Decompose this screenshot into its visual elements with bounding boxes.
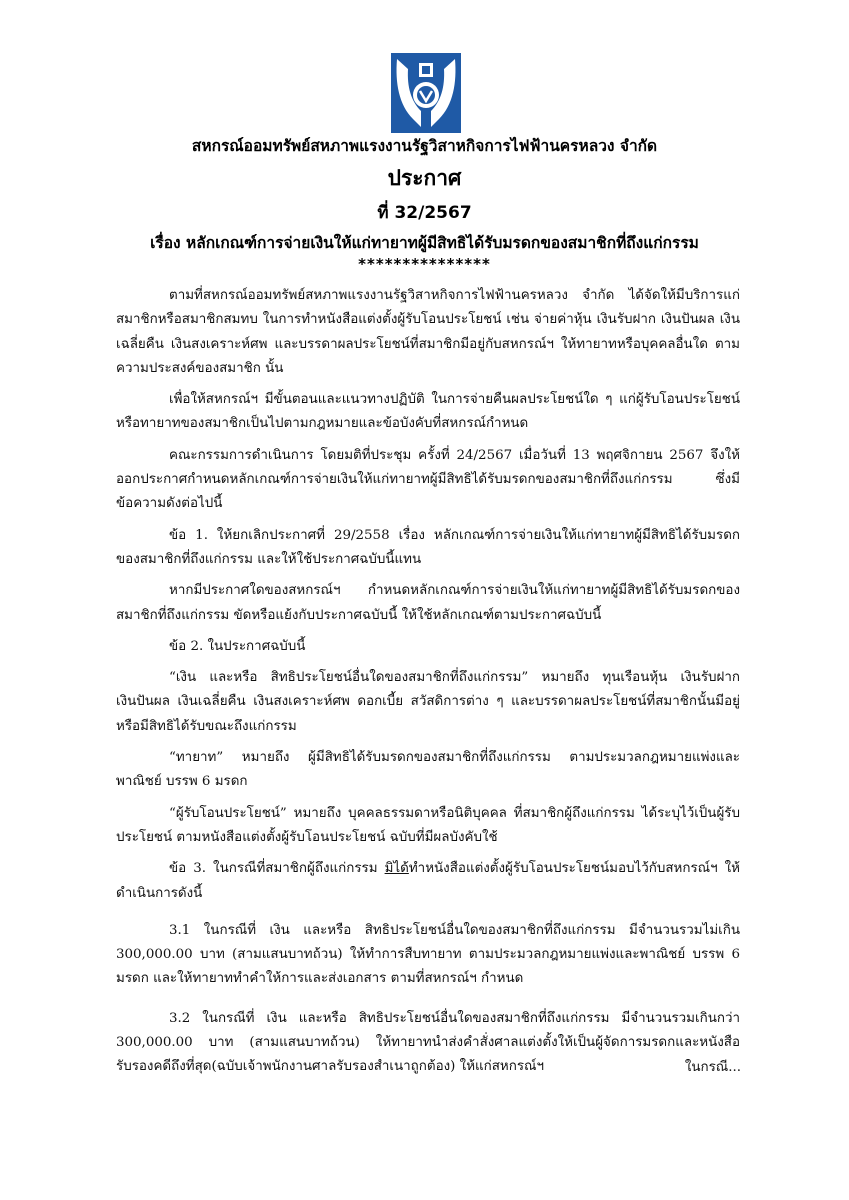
cooperative-logo [391,53,461,133]
clause-3-underlined: มิได้ [384,861,409,877]
document-body [116,284,740,1095]
resolution-paragraph: คณะกรรมการดำเนินการ โดยมติที่ประชุม ครั้งที่ 24/2567 เมื่อวันที่ 13 พฤศจิกายน 2567 จึงให้ออกประกาศกำหนดหลักเกณฑ์การจ่ายเงินให้แก่ทายาทผู้มีสิทธิได้รับมรดกของสมาชิกที่ถึงแก่กรรม ซึ่งมีข้อความดังต่อไปนี้ [116,447,740,512]
intro-paragraph: ตามที่สหกรณ์ออมทรัพย์สหภาพแรงงานรัฐวิสาหกิจการไฟฟ้านครหลวง จำกัด ได้จัดให้มีบริการแก่สมาชิกหรือสมาชิกสมทบ ในการทำหนังสือแต่งตั้งผู้รับโอนประโยชน์ เช่น จ่ายค่าหุ้น เงินรับฝาก เงินปันผล เงินเฉลี่ยคืน เงินสงเคราะห์ศพ และบรรดาผลประโยชน์ที่สมาชิกมีอยู่กับสหกรณ์ฯ ให้ทายาทหรือบุคคลอื่นใด ตามความประสงค์ของสมาชิก นั้น [116,288,740,376]
clause-3 [116,857,740,906]
separator-stars: *************** [358,255,491,273]
announcement-subject: เรื่อง หลักเกณฑ์การจ่ายเงินให้แก่ทายาทผู้มีสิทธิได้รับมรดกของสมาชิกที่ถึงแก่กรรม [150,234,699,252]
clause-3-pre: ข้อ 3. ในกรณีที่สมาชิกผู้ถึงแก่กรรม [169,861,385,877]
continued-marker: ในกรณี... [684,1060,741,1075]
clause-3-post: ทำหนังสือแต่งตั้งผู้รับโอนประโยชน์มอบไว้กับสหกรณ์ฯ ให้ดำเนินการดังนี้ [116,861,741,901]
clause-3-2: 3.2 ในกรณีที่ เงิน และหรือ สิทธิประโยชน์อื่นใดของสมาชิกที่ถึงแก่กรรม มีจำนวนรวมเกินกว่า 300,000.00 บาท (สามแสนบาทถ้วน) ให้ทายาทนำส่งคำสั่งศาลแต่งตั้งให้เป็นผู้จัดการมรดกและหนังสือรับรองคดีถึงที่สุด(ฉบับเจ้าพนักงานศาลรับรองสำเนาถูกต้อง) ให้แก่สหกรณ์ฯ [116,1010,740,1075]
purpose-paragraph: เพื่อให้สหกรณ์ฯ มีขั้นตอนและแนวทางปฏิบัติ ในการจ่ายคืนผลประโยชน์ใด ๆ แก่ผู้รับโอนประโยชน์ หรือทายาทของสมาชิกเป็นไปตามกฎหมายและข้อบังคับที่สหกรณ์กำหนด [116,392,740,432]
clause-1: ข้อ 1. ให้ยกเลิกประกาศที่ 29/2558 เรื่อง หลักเกณฑ์การจ่ายเงินให้แก่ทายาทผู้มีสิทธิได้รับมรดกของสมาชิกที่ถึงแก่กรรม และให้ใช้ประกาศฉบับนี้แทน [116,527,740,567]
logo-emblem-icon [391,53,461,133]
definition-heir: “ทายาท” หมายถึง ผู้มีสิทธิได้รับมรดกของสมาชิกที่ถึงแก่กรรม ตามประมวลกฎหมายแพ่งและพาณิชย์ บรรพ 6 มรดก [116,750,740,790]
definition-beneficiary: “ผู้รับโอนประโยชน์” หมายถึง บุคคลธรรมดาหรือนิติบุคคล ที่สมาชิกผู้ถึงแก่กรรม ได้ระบุไว้เป็นผู้รับประโยชน์ ตามหนังสือแต่งตั้งผู้รับโอนประโยชน์ ฉบับที่มีผลบังคับใช้ [116,805,740,845]
clause-2: ข้อ 2. ในประกาศฉบับนี้ [169,638,306,654]
organization-name: สหกรณ์ออมทรัพย์สหภาพแรงงานรัฐวิสาหกิจการไฟฟ้านครหลวง จำกัด [191,137,658,155]
clause-3-1: 3.1 ในกรณีที่ เงิน และหรือ สิทธิประโยชน์อื่นใดของสมาชิกที่ถึงแก่กรรม มีจำนวนรวมไม่เกิน 300,000.00 บาท (สามแสนบาทถ้วน) ให้ทำการสืบทายาท ตามประมวลกฎหมายแพ่งและพาณิชย์ บรรพ 6 มรดก และให้ทายาททำคำให้การและส่งเอกสาร ตามที่สหกรณ์ฯ กำหนด [116,922,740,987]
announcement-heading: ประกาศ [387,166,462,190]
announcement-number: ที่ 32/2567 [377,203,472,223]
clause-1-supplement: หากมีประกาศใดของสหกรณ์ฯ กำหนดหลักเกณฑ์การจ่ายเงินให้แก่ทายาทผู้มีสิทธิได้รับมรดกของสมาชิกที่ถึงแก่กรรม ขัดหรือแย้งกับประกาศฉบับนี้ ให้ใช้หลักเกณฑ์ตามประกาศฉบับนี้ [116,583,740,623]
definition-money: “เงิน และหรือ สิทธิประโยชน์อื่นใดของสมาชิกที่ถึงแก่กรรม” หมายถึง ทุนเรือนหุ้น เงินรับฝาก เงินปันผล เงินเฉลี่ยคืน เงินสงเคราะห์ศพ ดอกเบี้ย สวัสดิการต่าง ๆ และบรรดาผลประโยชน์ที่สมาชิกนั้นมีอยู่หรือมีสิทธิได้รับขณะถึงแก่กรรม [116,670,740,734]
